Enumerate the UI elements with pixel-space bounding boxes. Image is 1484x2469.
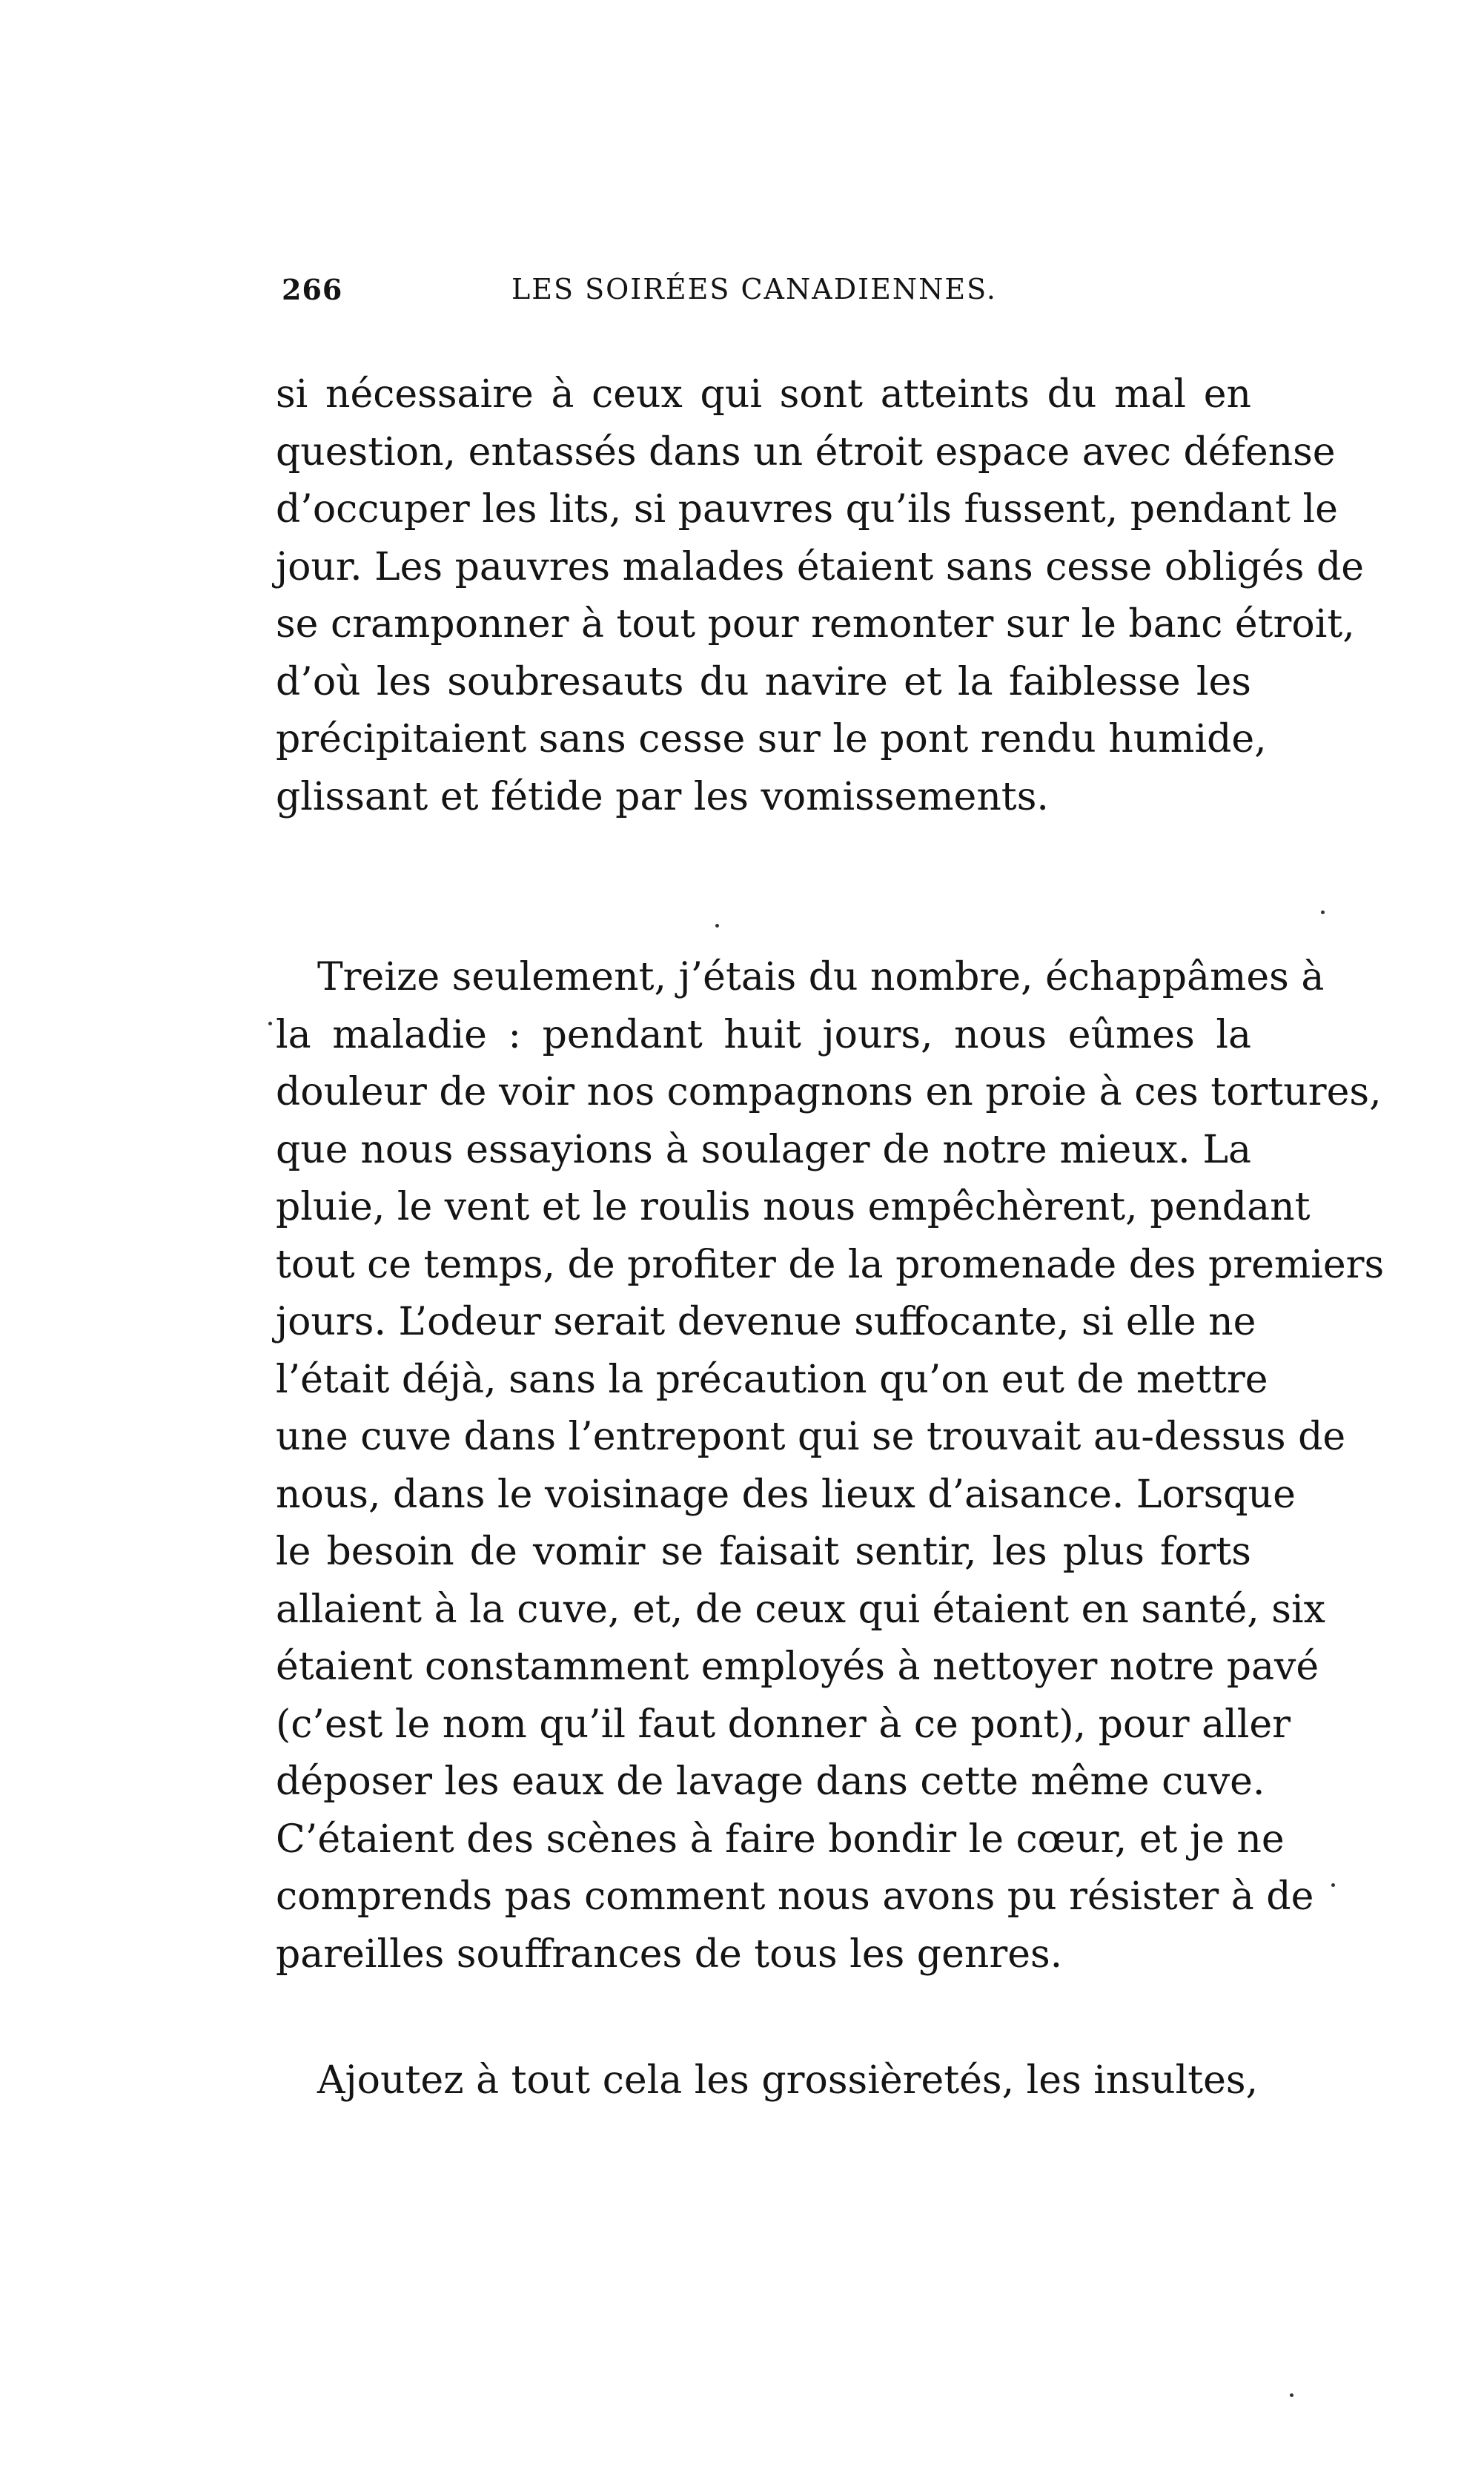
text-line: d’occuper les lits, si pauvres qu’ils fussent, pendant le	[276, 487, 1338, 532]
text-line: douleur de voir nos compagnons en proie à ces tortures,	[276, 1070, 1382, 1114]
text-line: se cramponner à tout pour remonter sur le banc étroit,	[276, 602, 1355, 647]
text-line: Treize seulement, j’étais du nombre, échappâmes à	[317, 955, 1325, 999]
text-line: que nous essayions à soulager de notre mieux. La	[276, 1127, 1251, 1172]
text-line: d’où les soubresauts du navire et la faiblesse les	[276, 659, 1251, 704]
print-speck	[268, 1022, 272, 1025]
text-line: précipitaient sans cesse sur le pont rendu humide,	[276, 717, 1267, 761]
text-line: glissant et fétide par les vomissements.	[276, 774, 1049, 819]
text-line: une cuve dans l’entrepont qui se trouvait au-dessus de	[276, 1415, 1346, 1459]
text-line: le besoin de vomir se faisait sentir, les plus forts	[276, 1530, 1251, 1574]
text-line: comprends pas comment nous avons pu résister à de	[276, 1874, 1314, 1919]
text-line: Ajoutez à tout cela les grossièretés, les insultes,	[317, 2058, 1259, 2103]
text-line: la maladie : pendant huit jours, nous eûmes la	[276, 1012, 1251, 1057]
text-line: si nécessaire à ceux qui sont atteints du mal en	[276, 372, 1251, 417]
paragraph-1	[276, 366, 1365, 826]
print-speck	[715, 924, 719, 928]
text-line: pluie, le vent et le roulis nous empêchèrent, pendant	[276, 1185, 1311, 1229]
text-line: question, entassés dans un étroit espace avec défense	[276, 429, 1336, 475]
text-line: étaient constamment employés à nettoyer notre pavé	[276, 1645, 1319, 1689]
text-line: jour. Les pauvres malades étaient sans cesse obligés de	[276, 544, 1365, 589]
text-line: jours. L’odeur serait devenue suffocante, si elle ne	[276, 1300, 1256, 1344]
text-line: tout ce temps, de profiter de la promenade des premiers	[276, 1242, 1385, 1287]
print-speck	[1290, 2393, 1293, 2397]
page-number: 266	[282, 273, 343, 306]
paragraph-3	[276, 2052, 1259, 2110]
print-speck	[1331, 1883, 1335, 1887]
page-header	[282, 273, 1275, 325]
text-line: déposer les eaux de lavage dans cette même cuve.	[276, 1759, 1265, 1804]
running-title: LES SOIRÉES CANADIENNES.	[511, 273, 997, 305]
text-line: l’était déjà, sans la précaution qu’on eut de mettre	[276, 1357, 1268, 1402]
text-line: C’étaient des scènes à faire bondir le cœur, et je ne	[276, 1817, 1285, 1862]
text-line: allaient à la cuve, et, de ceux qui étaient en santé, six	[276, 1587, 1325, 1632]
paragraph-2	[276, 949, 1385, 1983]
text-line: nous, dans le voisinage des lieux d’aisance. Lorsque	[276, 1472, 1296, 1517]
text-line: (c’est le nom qu’il faut donner à ce pont), pour aller	[276, 1702, 1291, 1747]
text-line: pareilles souffrances de tous les genres.	[276, 1931, 1063, 1977]
print-speck	[1321, 910, 1325, 914]
